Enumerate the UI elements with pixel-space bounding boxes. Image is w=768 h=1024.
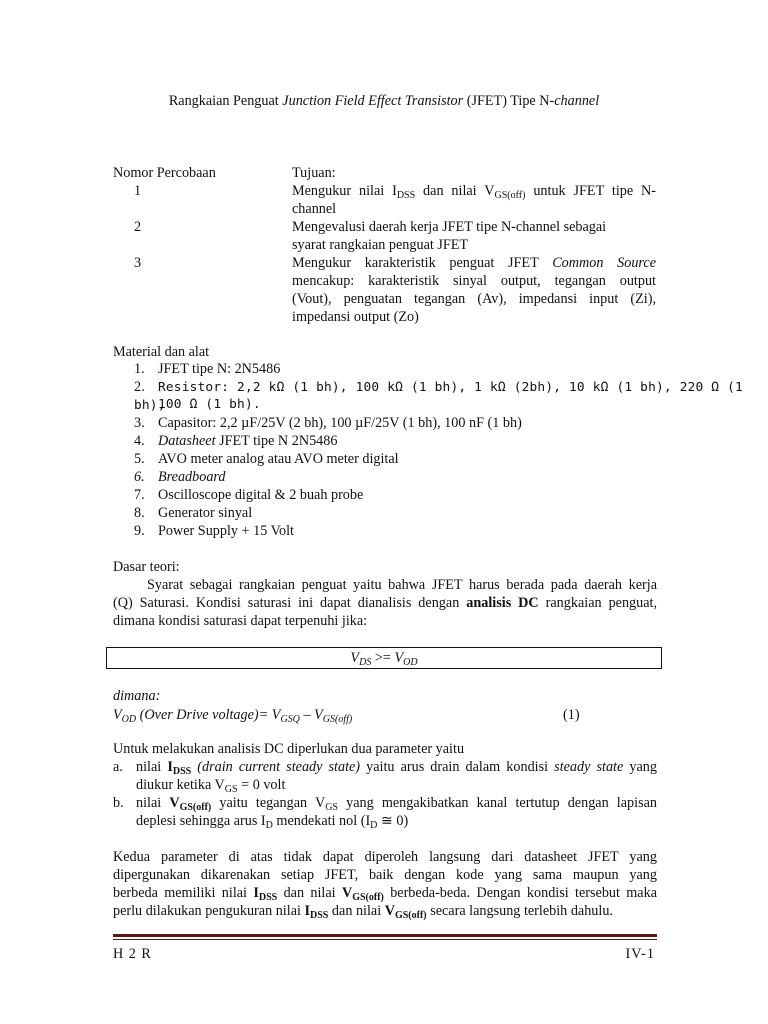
footer-page-number: IV-1 bbox=[625, 946, 655, 962]
materials-heading: Material dan alat bbox=[113, 344, 210, 360]
title-text-mid: (JFET) Tipe N- bbox=[463, 93, 555, 109]
list-item: 6. Breadboard bbox=[134, 469, 226, 485]
row-num-3: 3 bbox=[134, 255, 142, 271]
list-item: 4. Datasheet JFET tipe N 2N5486 bbox=[134, 433, 338, 449]
row-num-2: 2 bbox=[134, 219, 142, 235]
dimana-label: dimana: bbox=[113, 688, 161, 704]
list-item-cont: 100 Ω (1 bh). bbox=[158, 397, 261, 412]
row-goal-2: Mengevalusi daerah kerja JFET tipe N-channel sebagai syarat rangkaian penguat JFET bbox=[292, 219, 607, 253]
equation-box: $V_{DS} >= V_{OD}$ bbox=[106, 647, 662, 669]
title-italic: Junction Field Effect Transistor bbox=[282, 93, 464, 109]
title-text: Rangkaian Penguat bbox=[168, 93, 283, 109]
list-item: 1. JFET tipe N: 2N5486 bbox=[134, 361, 281, 377]
item-b-label: b. bbox=[113, 795, 124, 811]
theory-paragraph-3: Kedua parameter di atas tidak dapat diperoleh langsung dari datasheet JFET yang dipergunakan dikarenakan setiap JFET, baik dengan kode yang sama maupun yang berbeda memiliki nilai $I_{DSS}$ dan nilai $V_{GS(off)}$ berbeda-beda. Dengan kondisi tersebut maka perlu dilakukan pengukuran nilai $I_{DSS}$ dan nilai $V_{GS(off)}$ secara langsung terlebih dahulu. bbox=[113, 849, 657, 921]
footer-left: H 2 R bbox=[113, 946, 152, 962]
list-item: 7. Oscilloscope digital & 2 buah probe bbox=[134, 487, 364, 503]
header-nomor: Nomor Percobaan bbox=[113, 165, 216, 181]
list-item: 9. Power Supply + 15 Volt bbox=[134, 523, 294, 539]
list-item: 5. AVO meter analog atau AVO meter digital bbox=[134, 451, 399, 467]
list-item: 2. Resistor: 2,2 kΩ (1 bh), 100 kΩ (1 bh), 1 kΩ (2bh), 10 kΩ (1 bh), 220 Ω (1 bh), bbox=[134, 379, 743, 413]
footer-rule-thick bbox=[113, 934, 657, 937]
theory-paragraph-1: Syarat sebagai rangkaian penguat yaitu bahwa JFET harus berada pada daerah kerja (Q) Saturasi. Kondisi saturasi ini dapat dianalisis dengan analisis DC rangkaian penguat, dimana kondisi saturasi dapat terpenuhi jika: bbox=[113, 577, 658, 629]
page-title bbox=[0, 92, 768, 110]
theory-heading: Dasar teori: bbox=[113, 559, 180, 575]
equation-number: (1) bbox=[563, 707, 580, 723]
item-b: nilai $V_{GS(off)}$ yaitu tegangan $V_{GS}$ yang mengakibatkan kanal tertutup dengan lapisan deplesi sehingga arus $I_D$ mendekati nol ($I_D$ ≅ 0) bbox=[136, 795, 657, 831]
row-goal-3: Mengukur karakteristik penguat JFET Common Source mencakup: karakteristik sinyal output, tegangan output (Vout), penguatan tegangan (Av), impedansi input (Zi), impedansi output (Zo) bbox=[292, 255, 657, 325]
footer-rule-thin bbox=[113, 939, 657, 940]
equation-1: $V_{OD}$ (Over Drive voltage)= $V_{GSQ} - V_{GS(off)}$ bbox=[113, 707, 353, 725]
header-tujuan: Tujuan: bbox=[292, 165, 336, 181]
item-a: nilai $I_{DSS}$ (drain current steady state) yaitu arus drain dalam kondisi steady state yang diukur ketika $V_{GS} = 0$ volt bbox=[136, 759, 657, 795]
list-item: 8. Generator sinyal bbox=[134, 505, 253, 521]
item-a-label: a. bbox=[113, 759, 123, 775]
theory-paragraph-2: Untuk melakukan analisis DC diperlukan dua parameter yaitu bbox=[113, 741, 465, 757]
row-goal-1: Mengukur nilai $I_{DSS}$ dan nilai $V_{GS(off)}$ untuk JFET tipe N- channel bbox=[292, 183, 656, 217]
row-num-1: 1 bbox=[134, 183, 142, 199]
list-item: 3. Capasitor: 2,2 µF/25V (2 bh), 100 µF/25V (1 bh), 100 nF (1 bh) bbox=[134, 415, 522, 431]
title-italic-channel: channel bbox=[554, 93, 600, 109]
